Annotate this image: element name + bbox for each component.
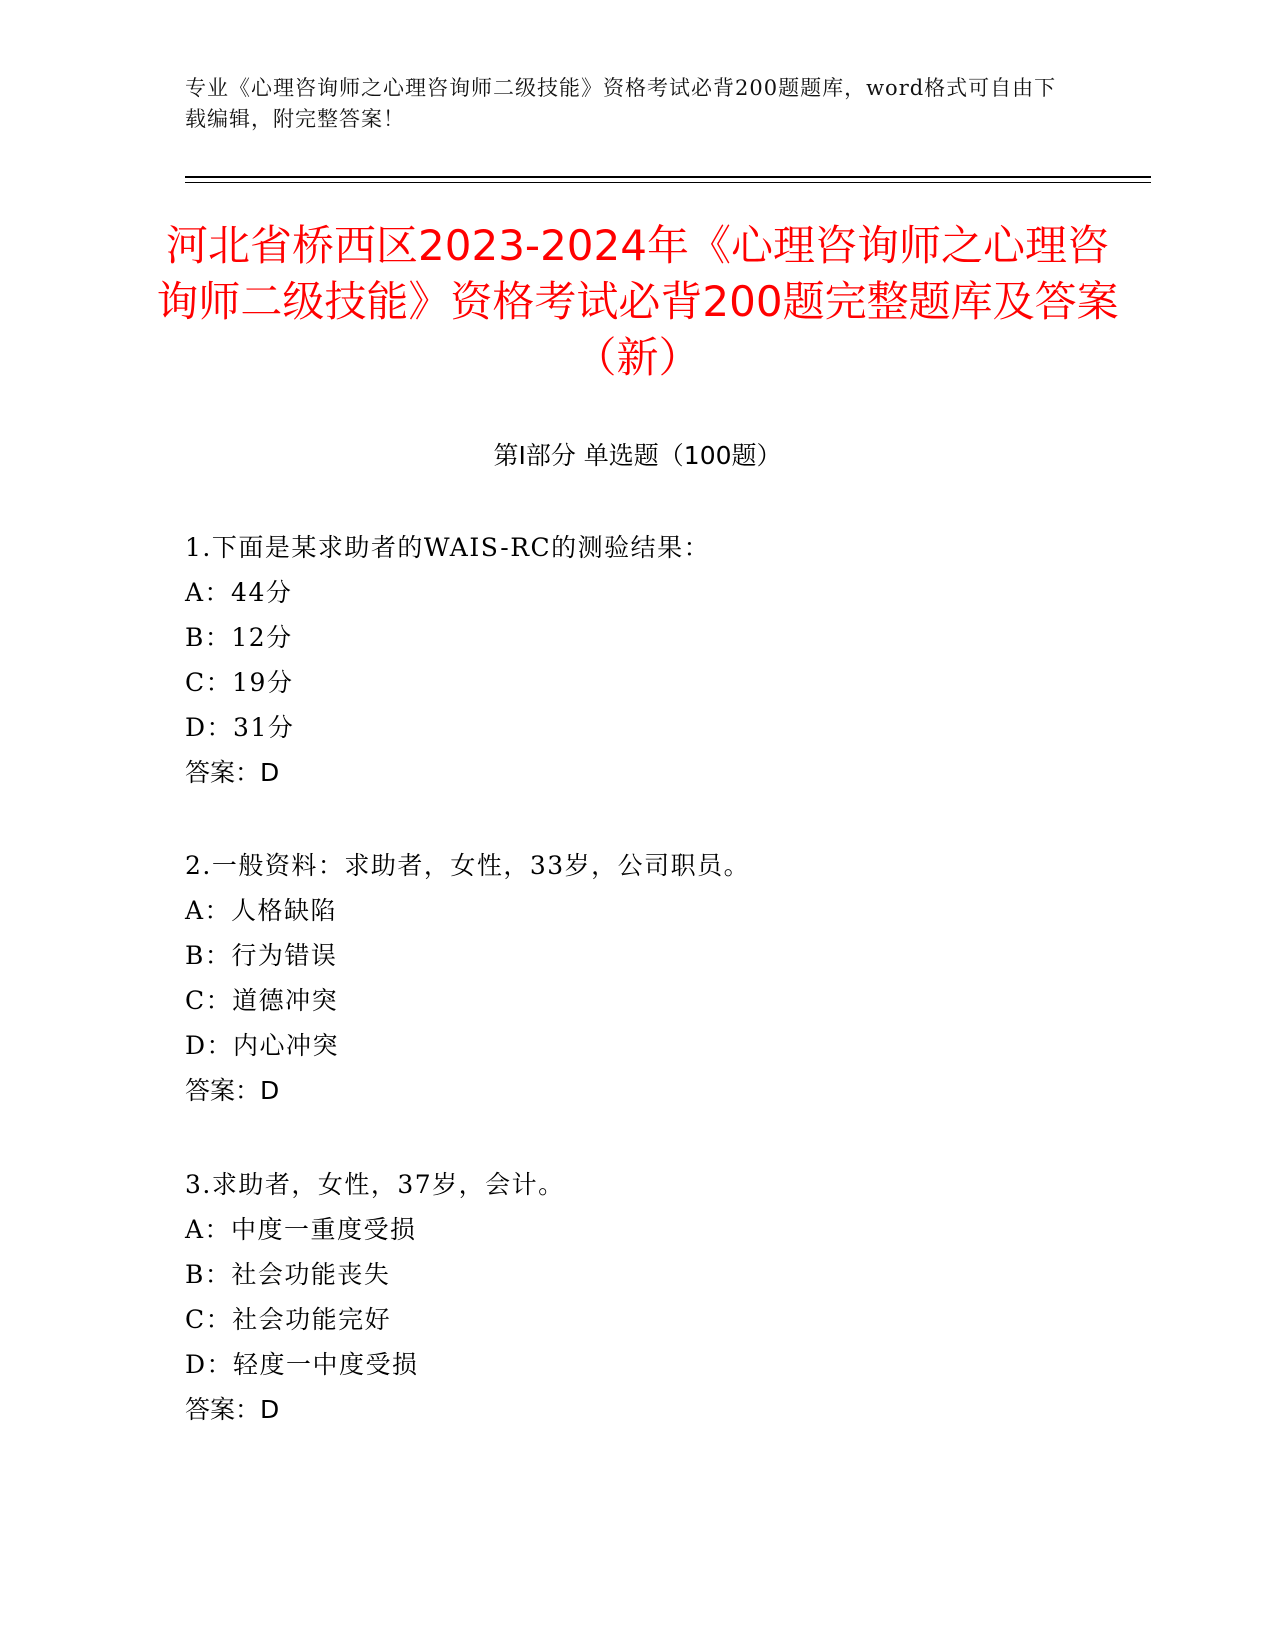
header-note: 专业《心理咨询师之心理咨询师二级技能》资格考试必背200题题库，word格式可自由下载编辑，附完整答案！ — [185, 76, 1057, 131]
question-stem: 3.求助者，女性，37岁，会计。 — [185, 1170, 565, 1199]
option-a: A：44分 — [185, 578, 293, 607]
question-2 — [185, 843, 1085, 1113]
option-b: B：12分 — [185, 623, 293, 652]
question-3 — [185, 1162, 1085, 1432]
header-divider-thick — [185, 176, 1151, 178]
header-divider-thin — [185, 182, 1151, 183]
option-d: D：内心冲突 — [185, 1031, 340, 1060]
document-title: 河北省桥西区2023-2024年《心理咨询师之心理咨询师二级技能》资格考试必背200题完整题库及答案（新） — [156, 221, 1119, 382]
option-b: B：社会功能丧失 — [185, 1260, 391, 1289]
option-c: C：社会功能完好 — [185, 1305, 392, 1334]
question-stem: 1.下面是某求助者的WAIS-RC的测验结果： — [185, 533, 711, 562]
section-heading: 第Ⅰ部分 单选题（100题） — [493, 441, 782, 470]
question-1 — [185, 525, 1085, 795]
option-a: A：人格缺陷 — [185, 896, 338, 925]
answer: 答案：D — [185, 758, 280, 787]
option-d: D：31分 — [185, 713, 295, 742]
option-d: D：轻度一中度受损 — [185, 1350, 419, 1379]
question-stem: 2.一般资料：求助者，女性，33岁，公司职员。 — [185, 851, 751, 880]
answer: 答案：D — [185, 1076, 280, 1105]
option-a: A：中度一重度受损 — [185, 1215, 417, 1244]
option-c: C：19分 — [185, 668, 294, 697]
answer: 答案：D — [185, 1395, 280, 1424]
option-c: C：道德冲突 — [185, 986, 339, 1015]
option-b: B：行为错误 — [185, 941, 338, 970]
